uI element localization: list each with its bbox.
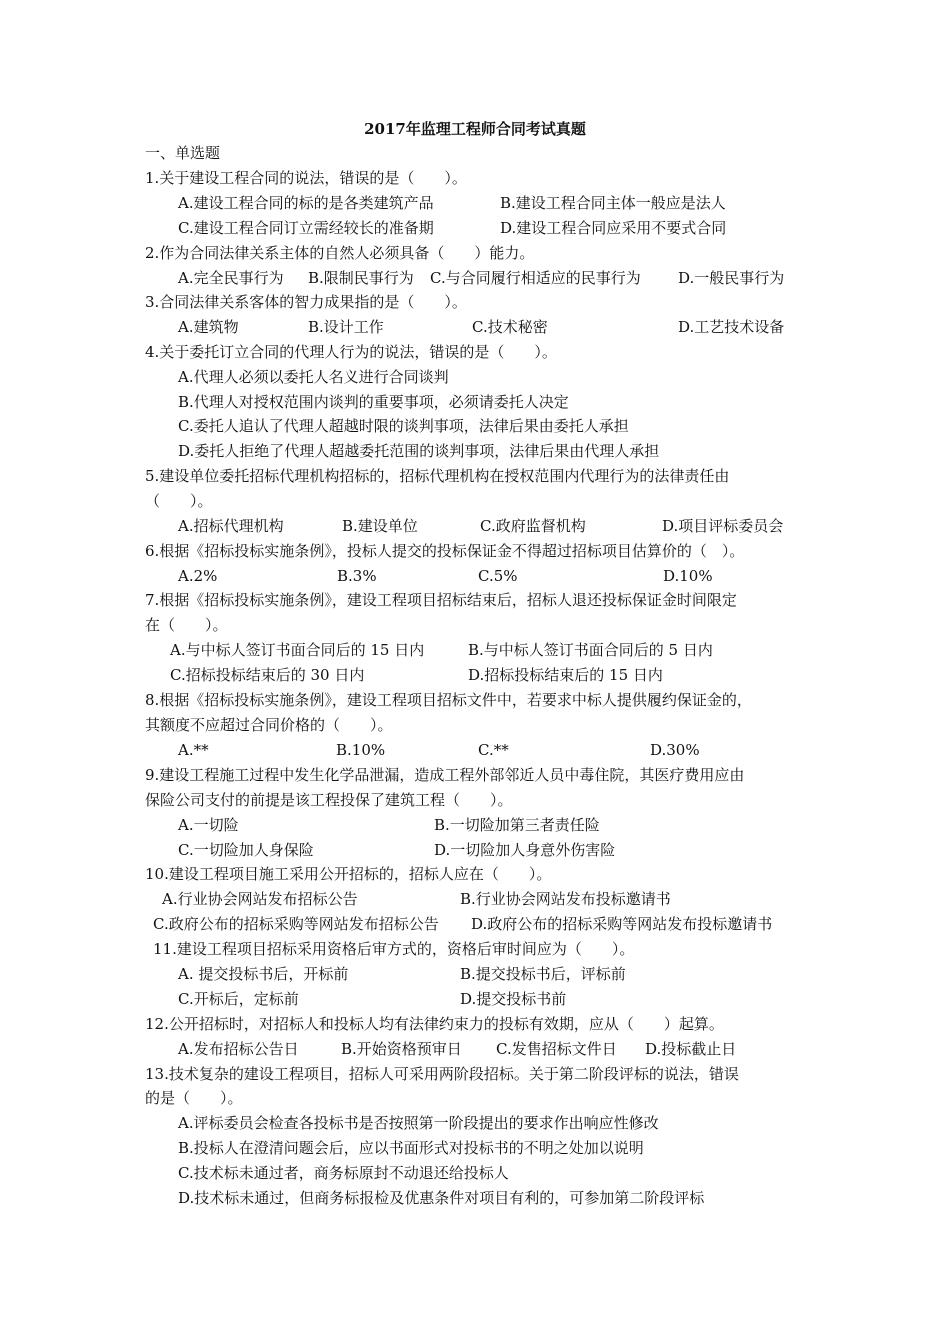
- question-5-option-a: A.招标代理机构: [178, 517, 284, 535]
- question-6-stem: 6.根据《招标投标实施条例》，投标人提交的投标保证金不得超过招标项目估算价的（ ）。: [145, 542, 745, 560]
- question-7-option-c: C.招标投标结束后的 30 日内: [170, 666, 365, 684]
- question-12-option-c: C.发售招标文件日: [496, 1040, 617, 1058]
- question-3-option-d: D.工艺技术设备: [678, 318, 785, 336]
- question-4-option-c: C.委托人追认了代理人超越时限的谈判事项，法律后果由委托人承担: [178, 417, 629, 435]
- question-8-stem-line-1: 8.根据《招标投标实施条例》，建设工程项目招标文件中，若要求中标人提供履约保证金的，: [145, 691, 752, 709]
- question-11-option-a: A. 提交投标书后，开标前: [178, 965, 349, 983]
- question-3-stem: 3.合同法律关系客体的智力成果指的是（ ）。: [145, 293, 467, 311]
- question-2-option-b: B.限制民事行为: [308, 269, 414, 287]
- question-10-stem: 10.建设工程项目施工采用公开招标的，招标人应在（ ）。: [145, 865, 552, 883]
- question-1-option-d: D.建设工程合同应采用不要式合同: [500, 219, 727, 237]
- question-5-option-b: B.建设单位: [342, 517, 418, 535]
- question-3-option-a: A.建筑物: [178, 318, 239, 336]
- question-1-option-c: C.建设工程合同订立需经较长的准备期: [178, 219, 434, 237]
- question-2-stem: 2.作为合同法律关系主体的自然人必须具备（ ）能力。: [145, 244, 535, 262]
- question-1-stem: 1.关于建设工程合同的说法，错误的是（ ）。: [145, 169, 467, 187]
- question-13-option-c: C.技术标未通过者，商务标原封不动退还给投标人: [178, 1164, 509, 1182]
- question-7-option-a: A.与中标人签订书面合同后的 15 日内: [170, 641, 425, 659]
- question-13-option-d: D.技术标未通过，但商务标报检及优惠条件对项目有利的，可参加第二阶段评标: [178, 1189, 705, 1207]
- question-7-option-d: D.招标投标结束后的 15 日内: [468, 666, 663, 684]
- question-12-option-b: B.开始资格预审日: [341, 1040, 462, 1058]
- document-title: 2017年监理工程师合同考试真题: [364, 120, 586, 138]
- question-13-option-a: A.评标委员会检查各投标书是否按照第一阶段提出的要求作出响应性修改: [178, 1114, 659, 1132]
- question-13-stem-line-2: 的是（ ）。: [145, 1089, 243, 1107]
- question-8-option-c: C.**: [478, 741, 509, 759]
- question-10-option-a: A.行业协会网站发布招标公告: [162, 890, 358, 908]
- question-11-option-d: D.提交投标书前: [460, 990, 567, 1008]
- question-2-option-a: A.完全民事行为: [178, 269, 284, 287]
- question-4-option-b: B.代理人对授权范围内谈判的重要事项，必须请委托人决定: [178, 393, 569, 411]
- question-6-option-a: A.2%: [178, 567, 218, 585]
- question-11-option-c: C.开标后，定标前: [178, 990, 299, 1008]
- question-4-stem: 4.关于委托订立合同的代理人行为的说法，错误的是（ ）。: [145, 343, 557, 361]
- question-8-option-d: D.30%: [650, 741, 700, 759]
- question-1-option-a: A.建设工程合同的标的是各类建筑产品: [178, 194, 434, 212]
- question-10-option-b: B.行业协会网站发布投标邀请书: [460, 890, 671, 908]
- question-9-stem-line-2: 保险公司支付的前提是该工程投保了建筑工程（ ）。: [145, 791, 513, 809]
- question-12-option-a: A.发布招标公告日: [178, 1040, 299, 1058]
- question-9-stem-line-1: 9.建设工程施工过程中发生化学品泄漏，造成工程外部邻近人员中毒住院，其医疗费用应由: [145, 766, 745, 784]
- question-6-option-b: B.3%: [337, 567, 377, 585]
- question-4-option-d: D.委托人拒绝了代理人超越委托范围的谈判事项，法律后果由代理人承担: [178, 442, 660, 460]
- section-heading: 一、单选题: [145, 144, 221, 162]
- question-5-option-d: D.项目评标委员会: [662, 517, 784, 535]
- question-12-option-d: D.投标截止日: [645, 1040, 737, 1058]
- question-2-option-c: C.与合同履行相适应的民事行为: [430, 269, 641, 287]
- question-1-option-b: B.建设工程合同主体一般应是法人: [500, 194, 726, 212]
- question-3-option-c: C.技术秘密: [472, 318, 548, 336]
- question-4-option-a: A.代理人必须以委托人名义进行合同谈判: [178, 368, 449, 386]
- question-10-option-d: D.政府公布的招标采购等网站发布投标邀请书: [471, 915, 773, 933]
- question-9-option-b: B.一切险加第三者责任险: [434, 816, 600, 834]
- question-11-option-b: B.提交投标书后，评标前: [460, 965, 626, 983]
- question-12-stem: 12.公开招标时，对招标人和投标人均有法律约束力的投标有效期，应从（ ）起算。: [145, 1015, 724, 1033]
- question-13-stem-line-1: 13.技术复杂的建设工程项目，招标人可采用两阶段招标。关于第二阶段评标的说法，错误: [145, 1065, 739, 1083]
- question-8-option-a: A.**: [178, 741, 209, 759]
- question-7-stem-line-1: 7.根据《招标投标实施条例》，建设工程项目招标结束后，招标人退还投标保证金时间限定: [145, 591, 737, 609]
- question-9-option-d: D.一切险加人身意外伤害险: [434, 841, 616, 859]
- question-5-stem-line-1: 5.建设单位委托招标代理机构招标的，招标代理机构在授权范围内代理行为的法律责任由: [145, 467, 730, 485]
- question-7-option-b: B.与中标人签订书面合同后的 5 日内: [468, 641, 713, 659]
- question-6-option-d: D.10%: [663, 567, 713, 585]
- question-9-option-a: A.一切险: [178, 816, 239, 834]
- question-6-option-c: C.5%: [478, 567, 518, 585]
- question-9-option-c: C.一切险加人身保险: [178, 841, 314, 859]
- question-8-option-b: B.10%: [336, 741, 386, 759]
- question-5-option-c: C.政府监督机构: [480, 517, 586, 535]
- question-8-stem-line-2: 其额度不应超过合同价格的（ ）。: [145, 716, 393, 734]
- question-10-option-c: C.政府公布的招标采购等网站发布招标公告: [153, 915, 439, 933]
- question-3-option-b: B.设计工作: [308, 318, 384, 336]
- question-7-stem-line-2: 在（ ）。: [145, 616, 228, 634]
- question-11-stem: 11.建设工程项目招标采用资格后审方式的，资格后审时间应为（ ）。: [153, 940, 635, 958]
- question-13-option-b: B.投标人在澄清问题会后，应以书面形式对投标书的不明之处加以说明: [178, 1139, 644, 1157]
- question-2-option-d: D.一般民事行为: [678, 269, 785, 287]
- question-5-stem-line-2: （ ）。: [145, 492, 213, 510]
